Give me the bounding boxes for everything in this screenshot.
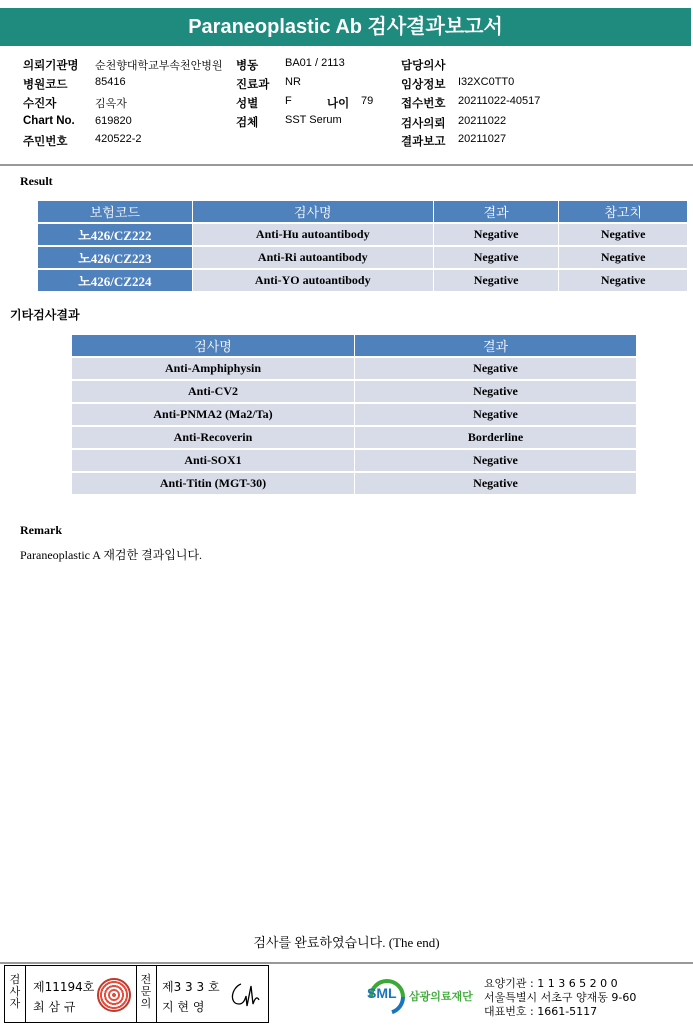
dept-label: 진료과 [236, 77, 270, 91]
sex-label: 성별 [236, 96, 259, 110]
vertical-char: 검 [9, 973, 21, 986]
institution-value: 순천향대학교부속천안병원 [95, 60, 223, 72]
result-cell: Negative [355, 358, 636, 379]
column-header: 결과 [355, 335, 636, 356]
box-divider [156, 966, 157, 1022]
specimen-value: SST Serum [285, 114, 342, 126]
remark-text: Paraneoplastic A 재검한 결과입니다. [20, 548, 203, 562]
vertical-char: 자 [9, 997, 21, 1010]
column-header: 검사명 [72, 335, 354, 356]
insurance-code-cell: 노426/CZ224 [38, 270, 192, 291]
table-row [72, 473, 636, 494]
result-cell: Negative [434, 224, 559, 245]
other-table-header [72, 335, 636, 356]
remark-label: Remark [20, 523, 62, 537]
table-row [72, 427, 636, 448]
result-cell: Negative [355, 473, 636, 494]
org-address: 서울특별시 서초구 양재동 9-60 [484, 991, 637, 1004]
result-cell: Negative [434, 247, 559, 268]
id-label: 주민번호 [23, 134, 68, 148]
reference-cell: Negative [559, 270, 687, 291]
test-name-cell: Anti-Hu autoantibody [193, 224, 433, 245]
table-row [38, 224, 687, 245]
table-row [72, 358, 636, 379]
ward-value: BA01 / 2113 [285, 57, 345, 69]
reference-cell: Negative [559, 247, 687, 268]
receipt-value: 20211022-40517 [458, 95, 541, 107]
collector-label: 수진자 [23, 96, 57, 110]
test-name-cell: Anti-PNMA2 (Ma2/Ta) [72, 404, 354, 425]
report-date-value: 20211027 [458, 133, 507, 145]
result-table [37, 199, 688, 293]
ward-label: 병동 [236, 58, 259, 72]
clinical-value: I32XC0TT0 [458, 76, 515, 88]
result-cell: Negative [355, 404, 636, 425]
column-header: 결과 [434, 201, 559, 222]
test-name-cell: Anti-Amphiphysin [72, 358, 354, 379]
examiner-number: 제11194호 [33, 980, 95, 994]
doctor-vertical-label [139, 974, 153, 1010]
institution-label: 의뢰기관명 [23, 58, 79, 72]
vertical-char: 문 [140, 985, 152, 998]
doctor-number: 제3 3 3 호 [162, 980, 220, 994]
chart-label: Chart No. [23, 115, 75, 127]
vertical-char: 사 [9, 985, 21, 998]
column-header: 참고치 [559, 201, 687, 222]
hospital-code-value: 85416 [95, 76, 126, 88]
signature-icon [227, 980, 261, 1010]
request-label: 검사의뢰 [401, 116, 446, 130]
id-value: 420522-2 [95, 133, 142, 145]
signature-box [4, 965, 269, 1023]
insurance-code-cell: 노426/CZ223 [38, 247, 192, 268]
table-row [38, 247, 687, 268]
other-results-label: 기타검사결과 [10, 308, 80, 322]
table-row [72, 381, 636, 402]
test-name-cell: Anti-Recoverin [72, 427, 354, 448]
dept-value: NR [285, 76, 301, 88]
test-name-cell: Anti-Ri autoantibody [193, 247, 433, 268]
footer-divider [0, 962, 693, 964]
age-value: 79 [361, 95, 374, 107]
logo-abbr: SML [367, 985, 397, 1001]
chart-value: 619820 [95, 115, 132, 127]
sex-value: F [285, 95, 292, 107]
box-divider [25, 966, 26, 1022]
test-name-cell: Anti-YO autoantibody [193, 270, 433, 291]
result-cell: Negative [355, 450, 636, 471]
result-cell: Borderline [355, 427, 636, 448]
request-value: 20211022 [458, 115, 507, 127]
table-row [38, 270, 687, 291]
column-header: 보험코드 [38, 201, 192, 222]
result-table-header [38, 201, 687, 222]
hospital-code-label: 병원코드 [23, 77, 68, 91]
specimen-label: 검체 [236, 115, 259, 129]
collector-value: 김옥자 [95, 98, 127, 110]
receipt-label: 접수번호 [401, 96, 446, 110]
vertical-char: 의 [140, 997, 152, 1010]
doctor-label: 담당의사 [401, 58, 446, 72]
test-name-cell: Anti-SOX1 [72, 450, 354, 471]
reference-cell: Negative [559, 224, 687, 245]
org-phone: 대표번호 : 1661-5117 [484, 1005, 598, 1018]
result-cell: Negative [434, 270, 559, 291]
result-cell: Negative [355, 381, 636, 402]
test-name-cell: Anti-Titin (MGT-30) [72, 473, 354, 494]
table-row [72, 404, 636, 425]
seal-stamp-icon [97, 978, 131, 1012]
logo-name: 삼광의료재단 [409, 990, 473, 1003]
other-results-table [71, 333, 637, 496]
examiner-vertical-label [8, 974, 22, 1010]
test-name-cell: Anti-CV2 [72, 381, 354, 402]
report-date-label: 결과보고 [401, 134, 446, 148]
table-row [72, 450, 636, 471]
vertical-char: 전 [140, 973, 152, 986]
insurance-code-cell: 노426/CZ222 [38, 224, 192, 245]
result-section-label: Result [20, 174, 53, 188]
end-notice: 검사를 완료하였습니다. (The end) [253, 935, 440, 950]
header-divider [0, 164, 693, 166]
column-header: 검사명 [193, 201, 433, 222]
examiner-name: 최 삼 규 [33, 1000, 76, 1014]
report-title: Paraneoplastic Ab 검사결과보고서 [0, 8, 691, 46]
clinical-label: 임상정보 [401, 77, 446, 91]
age-label: 나이 [327, 96, 350, 110]
doctor-name: 지 현 영 [162, 1000, 205, 1014]
box-divider [136, 966, 137, 1022]
org-code: 요양기관 : 1 1 3 6 5 2 0 0 [484, 977, 618, 990]
